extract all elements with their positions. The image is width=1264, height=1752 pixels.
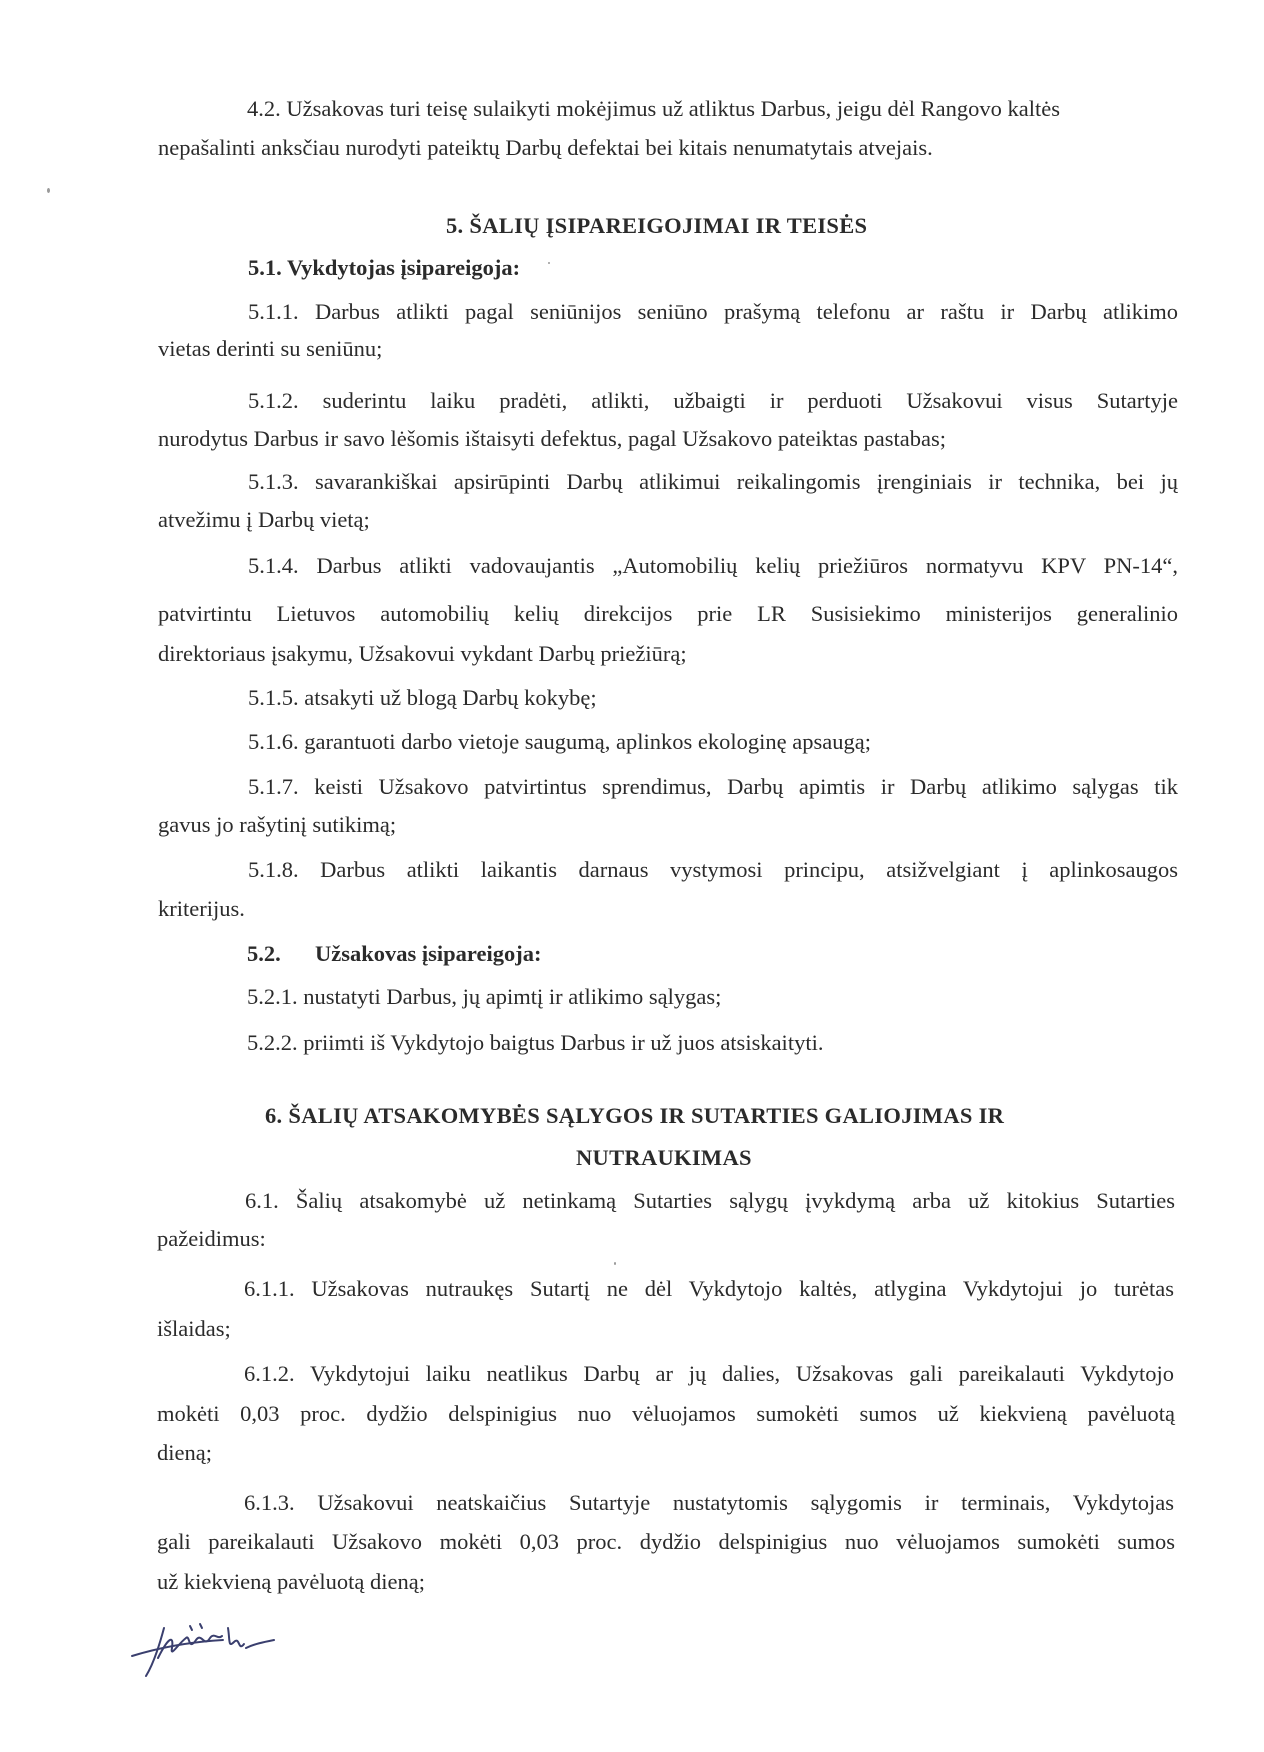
item-5-1-4-line3: direktoriaus įsakymu, Užsakovui vykdant Darbų priežiūrą; bbox=[158, 641, 687, 666]
item-5-1-2-line2: nurodytus Darbus ir savo lėšomis ištaisyti defektus, pagal Užsakovo pateiktas pastabas; bbox=[158, 426, 946, 451]
scan-speck bbox=[548, 262, 550, 264]
subsection-5-2-number: 5.2. bbox=[247, 941, 281, 966]
item-5-1-8-line1: 5.1.8. Darbus atlikti laikantis darnaus vystymosi principu, atsižvelgiant į aplinkosaugos bbox=[248, 857, 1178, 882]
signature-icon bbox=[128, 1618, 308, 1685]
item-6-1-2-line2: mokėti 0,03 proc. dydžio delspinigius nuo vėluojamos sumokėti sumos už kiekvieną pavėluotą bbox=[157, 1401, 1175, 1426]
item-6-1-1-line2: išlaidas; bbox=[157, 1316, 231, 1341]
item-6-1-3-line2: gali pareikalauti Užsakovo mokėti 0,03 proc. dydžio delspinigius nuo vėluojamos sumokėti sumos bbox=[157, 1529, 1175, 1554]
item-5-1-4-line1: 5.1.4. Darbus atlikti vadovaujantis „Automobilių kelių priežiūros normatyvu KPV PN-14“, bbox=[248, 553, 1178, 578]
item-5-1-5: 5.1.5. atsakyti už blogą Darbų kokybę; bbox=[248, 685, 597, 710]
section-6-heading-line2: NUTRAUKIMAS bbox=[576, 1145, 752, 1170]
item-5-1-8-line2: kriterijus. bbox=[158, 896, 245, 921]
item-6-1-2-line3: dieną; bbox=[157, 1440, 212, 1465]
item-6-1-1-line1: 6.1.1. Užsakovas nutraukęs Sutartį ne dėl Vykdytojo kaltės, atlygina Vykdytojui jo turėtas bbox=[244, 1276, 1174, 1301]
subsection-5-2-title: Užsakovas įsipareigoja: bbox=[315, 941, 542, 966]
paragraph-4-2-line1: 4.2. Užsakovas turi teisę sulaikyti mokėjimus už atliktus Darbus, jeigu dėl Rangovo kaltės bbox=[247, 96, 1060, 121]
item-5-1-3-line2: atvežimu į Darbų vietą; bbox=[158, 507, 370, 532]
item-5-1-6: 5.1.6. garantuoti darbo vietoje saugumą, aplinkos ekologinę apsaugą; bbox=[248, 729, 871, 754]
item-5-1-4-line2: patvirtintu Lietuvos automobilių kelių direkcijos prie LR Susisiekimo ministerijos generalinio bbox=[158, 601, 1178, 626]
item-5-2-2: 5.2.2. priimti iš Vykdytojo baigtus Darbus ir už juos atsiskaityti. bbox=[247, 1030, 824, 1055]
item-5-1-7-line1: 5.1.7. keisti Užsakovo patvirtintus sprendimus, Darbų apimtis ir Darbų atlikimo sąlygas tik bbox=[248, 774, 1178, 799]
item-5-2-1: 5.2.1. nustatyti Darbus, jų apimtį ir atlikimo sąlygas; bbox=[247, 984, 722, 1009]
item-5-1-7-line2: gavus jo rašytinį sutikimą; bbox=[158, 812, 397, 837]
item-6-1-3-line3: už kiekvieną pavėluotą dieną; bbox=[157, 1569, 426, 1594]
item-6-1-line2: pažeidimus: bbox=[157, 1226, 266, 1251]
scan-speck bbox=[614, 1262, 616, 1265]
item-6-1-line1: 6.1. Šalių atsakomybė už netinkamą Sutarties sąlygų įvykdymą arba už kitokius Sutarties bbox=[245, 1188, 1175, 1213]
item-5-1-1-line1: 5.1.1. Darbus atlikti pagal seniūnijos seniūno prašymą telefonu ar raštu ir Darbų atlikimo bbox=[248, 299, 1178, 324]
item-5-1-1-line2: vietas derinti su seniūnu; bbox=[158, 336, 383, 361]
section-6-heading-line1: 6. ŠALIŲ ATSAKOMYBĖS SĄLYGOS IR SUTARTIES GALIOJIMAS IR bbox=[265, 1103, 1005, 1128]
item-6-1-3-line1: 6.1.3. Užsakovui neatskaičius Sutartyje nustatytomis sąlygomis ir terminais, Vykdytojas bbox=[244, 1490, 1174, 1515]
paragraph-4-2-line2: nepašalinti anksčiau nurodyti pateiktų Darbų defektai bei kitais nenumatytais atvejais. bbox=[158, 135, 933, 160]
item-5-1-3-line1: 5.1.3. savarankiškai apsirūpinti Darbų atlikimui reikalingomis įrenginiais ir technika, bei jų bbox=[248, 469, 1178, 494]
scan-speck bbox=[47, 188, 50, 193]
section-5-heading: 5. ŠALIŲ ĮSIPAREIGOJIMAI IR TEISĖS bbox=[446, 213, 868, 238]
item-5-1-2-line1: 5.1.2. suderintu laiku pradėti, atlikti, užbaigti ir perduoti Užsakovui visus Sutartyje bbox=[248, 388, 1178, 413]
subsection-5-1-title: 5.1. Vykdytojas įsipareigoja: bbox=[248, 255, 521, 280]
item-6-1-2-line1: 6.1.2. Vykdytojui laiku neatlikus Darbų ar jų dalies, Užsakovas gali pareikalauti Vykdytojo bbox=[244, 1361, 1174, 1386]
